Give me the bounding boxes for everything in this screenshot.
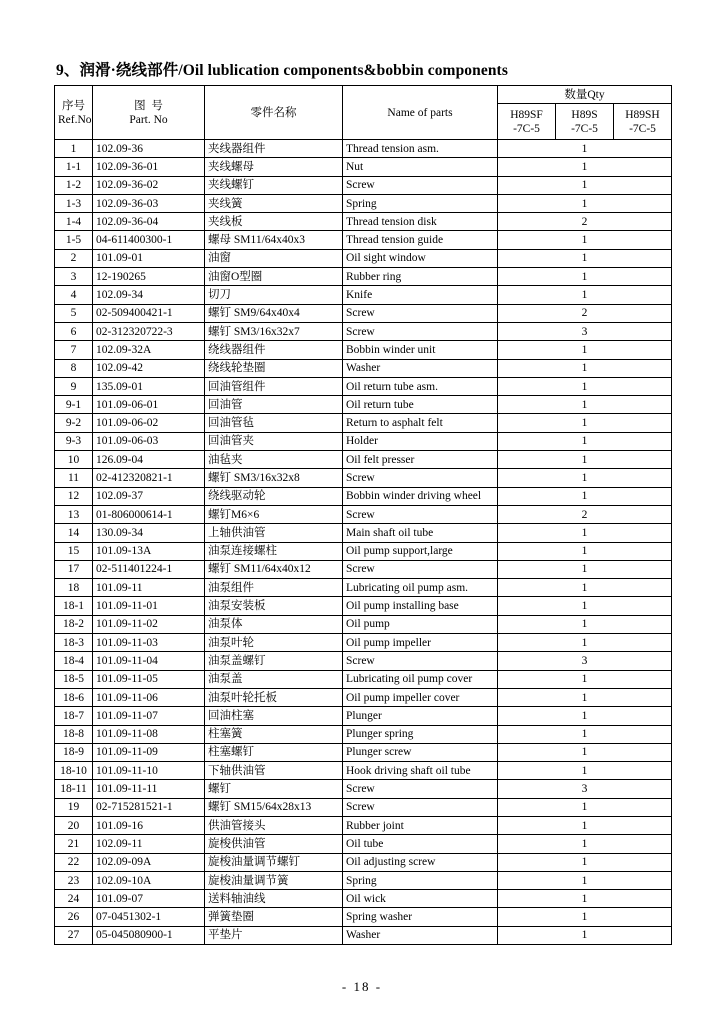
qty-cell: 1 (498, 140, 672, 158)
table-row (55, 652, 672, 670)
qty-cell: 1 (498, 688, 672, 706)
header-model-1 (498, 104, 556, 140)
english-name-cell: Screw (343, 304, 498, 322)
chinese-name-cell: 夹线器组件 (205, 140, 343, 158)
chinese-name-cell: 夹线簧 (205, 194, 343, 212)
part-no-cell: 07-0451302-1 (93, 908, 205, 926)
english-name-cell: Nut (343, 158, 498, 176)
english-name-cell: Thread tension disk (343, 213, 498, 231)
part-no-cell: 101.09-11-03 (93, 634, 205, 652)
model-line2: -7C-5 (629, 122, 656, 135)
english-name-cell: Spring washer (343, 908, 498, 926)
qty-cell: 1 (498, 762, 672, 780)
table-row (55, 231, 672, 249)
english-name-cell: Oil tube (343, 835, 498, 853)
ref-no-cell: 17 (55, 560, 93, 578)
qty-cell: 3 (498, 652, 672, 670)
qty-cell: 1 (498, 670, 672, 688)
chinese-name-cell: 绕线器组件 (205, 341, 343, 359)
table-row (55, 798, 672, 816)
ref-no-cell: 18-6 (55, 688, 93, 706)
qty-cell: 1 (498, 560, 672, 578)
qty-cell: 1 (498, 743, 672, 761)
part-no-cell: 101.09-13A (93, 542, 205, 560)
ref-no-cell: 27 (55, 926, 93, 944)
part-no-cell: 102.09-10A (93, 871, 205, 889)
qty-cell: 1 (498, 816, 672, 834)
english-name-cell: Oil pump (343, 615, 498, 633)
qty-cell: 1 (498, 890, 672, 908)
ref-no-cell: 7 (55, 341, 93, 359)
english-name-cell: Rubber joint (343, 816, 498, 834)
table-row (55, 579, 672, 597)
part-no-cell: 102.09-09A (93, 853, 205, 871)
english-name-cell: Washer (343, 926, 498, 944)
chinese-name-cell: 回油管夹 (205, 432, 343, 450)
table-row (55, 780, 672, 798)
table-row (55, 158, 672, 176)
english-name-cell: Oil pump impeller cover (343, 688, 498, 706)
qty-cell: 1 (498, 615, 672, 633)
header-name-en: Name of parts (343, 86, 498, 140)
part-no-cell: 102.09-36-01 (93, 158, 205, 176)
ref-no-cell: 15 (55, 542, 93, 560)
part-no-cell: 101.09-11-05 (93, 670, 205, 688)
table-body (55, 140, 672, 945)
english-name-cell: Screw (343, 469, 498, 487)
page-title: 9、润滑·绕线部件/Oil lublication components&bobbin components (56, 62, 508, 79)
english-name-cell: Lubricating oil pump cover (343, 670, 498, 688)
table-row (55, 725, 672, 743)
english-name-cell: Spring (343, 871, 498, 889)
table-row (55, 487, 672, 505)
ref-no-cell: 6 (55, 322, 93, 340)
part-no-cell: 102.09-42 (93, 359, 205, 377)
qty-cell: 1 (498, 835, 672, 853)
english-name-cell: Knife (343, 286, 498, 304)
chinese-name-cell: 油泵连接螺柱 (205, 542, 343, 560)
ref-no-cell: 22 (55, 853, 93, 871)
model-line2: -7C-5 (513, 122, 540, 135)
model-line1: H89S (571, 108, 598, 121)
qty-cell: 1 (498, 194, 672, 212)
chinese-name-cell: 螺钉 (205, 780, 343, 798)
english-name-cell: Spring (343, 194, 498, 212)
ref-no-cell: 3 (55, 268, 93, 286)
table-row (55, 414, 672, 432)
model-line1: H89SH (625, 108, 660, 121)
table-row (55, 853, 672, 871)
qty-cell: 1 (498, 634, 672, 652)
ref-no-cell: 11 (55, 469, 93, 487)
english-name-cell: Rubber ring (343, 268, 498, 286)
english-name-cell: Oil return tube asm. (343, 377, 498, 395)
english-name-cell: Washer (343, 359, 498, 377)
header-qty: 数量Qty (498, 86, 672, 104)
ref-no-cell: 18 (55, 579, 93, 597)
qty-cell: 1 (498, 798, 672, 816)
ref-no-cell: 1-3 (55, 194, 93, 212)
chinese-name-cell: 螺钉 SM3/16x32x8 (205, 469, 343, 487)
english-name-cell: Screw (343, 176, 498, 194)
chinese-name-cell: 上轴供油管 (205, 524, 343, 542)
ref-no-cell: 18-4 (55, 652, 93, 670)
english-name-cell: Bobbin winder driving wheel (343, 487, 498, 505)
qty-cell: 1 (498, 926, 672, 944)
part-no-cell: 101.09-06-03 (93, 432, 205, 450)
qty-cell: 1 (498, 396, 672, 414)
header-model-3 (614, 104, 672, 140)
chinese-name-cell: 回油管 (205, 396, 343, 414)
part-no-cell: 02-715281521-1 (93, 798, 205, 816)
chinese-name-cell: 绕线轮垫圈 (205, 359, 343, 377)
chinese-name-cell: 回油管毡 (205, 414, 343, 432)
english-name-cell: Bobbin winder unit (343, 341, 498, 359)
header-part-en: Part. No (129, 113, 168, 126)
english-name-cell: Screw (343, 798, 498, 816)
parts-table (54, 85, 672, 945)
qty-cell: 1 (498, 451, 672, 469)
part-no-cell: 126.09-04 (93, 451, 205, 469)
chinese-name-cell: 供油管接头 (205, 816, 343, 834)
ref-no-cell: 1-2 (55, 176, 93, 194)
chinese-name-cell: 螺钉 SM15/64x28x13 (205, 798, 343, 816)
qty-cell: 1 (498, 286, 672, 304)
part-no-cell: 101.09-11-10 (93, 762, 205, 780)
page-number: - 18 - (341, 979, 383, 994)
english-name-cell: Holder (343, 432, 498, 450)
part-no-cell: 02-312320722-3 (93, 322, 205, 340)
chinese-name-cell: 回油管组件 (205, 377, 343, 395)
table-row (55, 213, 672, 231)
chinese-name-cell: 油毡夹 (205, 451, 343, 469)
table-row (55, 707, 672, 725)
ref-no-cell: 1 (55, 140, 93, 158)
english-name-cell: Oil pump impeller (343, 634, 498, 652)
chinese-name-cell: 旋梭油量调节簧 (205, 871, 343, 889)
table-header (55, 86, 672, 140)
part-no-cell: 101.09-11-04 (93, 652, 205, 670)
ref-no-cell: 18-9 (55, 743, 93, 761)
ref-no-cell: 2 (55, 249, 93, 267)
part-no-cell: 04-611400300-1 (93, 231, 205, 249)
qty-cell: 1 (498, 725, 672, 743)
table-row (55, 816, 672, 834)
chinese-name-cell: 油泵安装板 (205, 597, 343, 615)
chinese-name-cell: 油泵组件 (205, 579, 343, 597)
header-part-cn: 图 号 (134, 99, 163, 112)
ref-no-cell: 18-2 (55, 615, 93, 633)
part-no-cell: 135.09-01 (93, 377, 205, 395)
chinese-name-cell: 回油柱塞 (205, 707, 343, 725)
qty-cell: 1 (498, 158, 672, 176)
chinese-name-cell: 油窗O型圈 (205, 268, 343, 286)
part-no-cell: 101.09-11-09 (93, 743, 205, 761)
model-line1: H89SF (510, 108, 543, 121)
header-ref-en: Ref.No (58, 113, 92, 126)
chinese-name-cell: 送料轴油线 (205, 890, 343, 908)
header-model-2 (556, 104, 614, 140)
ref-no-cell: 18-11 (55, 780, 93, 798)
qty-cell: 1 (498, 908, 672, 926)
ref-no-cell: 4 (55, 286, 93, 304)
table-row (55, 432, 672, 450)
chinese-name-cell: 夹线板 (205, 213, 343, 231)
ref-no-cell: 1-4 (55, 213, 93, 231)
chinese-name-cell: 油泵盖 (205, 670, 343, 688)
english-name-cell: Screw (343, 652, 498, 670)
english-name-cell: Hook driving shaft oil tube (343, 762, 498, 780)
ref-no-cell: 26 (55, 908, 93, 926)
table-row (55, 505, 672, 523)
english-name-cell: Thread tension guide (343, 231, 498, 249)
part-no-cell: 102.09-34 (93, 286, 205, 304)
english-name-cell: Thread tension asm. (343, 140, 498, 158)
qty-cell: 1 (498, 487, 672, 505)
qty-cell: 1 (498, 579, 672, 597)
qty-cell: 1 (498, 524, 672, 542)
table-row (55, 451, 672, 469)
qty-cell: 1 (498, 707, 672, 725)
english-name-cell: Screw (343, 505, 498, 523)
ref-no-cell: 18-1 (55, 597, 93, 615)
chinese-name-cell: 油泵叶轮托板 (205, 688, 343, 706)
header-ref-cn: 序号 (62, 99, 85, 112)
english-name-cell: Oil sight window (343, 249, 498, 267)
english-name-cell: Plunger (343, 707, 498, 725)
chinese-name-cell: 切刀 (205, 286, 343, 304)
chinese-name-cell: 螺母 SM11/64x40x3 (205, 231, 343, 249)
qty-cell: 1 (498, 359, 672, 377)
table-row (55, 688, 672, 706)
chinese-name-cell: 油泵叶轮 (205, 634, 343, 652)
part-no-cell: 02-412320821-1 (93, 469, 205, 487)
chinese-name-cell: 螺钉 SM3/16x32x7 (205, 322, 343, 340)
part-no-cell: 101.09-11-01 (93, 597, 205, 615)
ref-no-cell: 19 (55, 798, 93, 816)
qty-cell: 1 (498, 341, 672, 359)
table-row (55, 634, 672, 652)
table-row (55, 835, 672, 853)
part-no-cell: 130.09-34 (93, 524, 205, 542)
chinese-name-cell: 旋梭供油管 (205, 835, 343, 853)
qty-cell: 1 (498, 231, 672, 249)
table-row (55, 359, 672, 377)
ref-no-cell: 1-5 (55, 231, 93, 249)
chinese-name-cell: 油窗 (205, 249, 343, 267)
english-name-cell: Main shaft oil tube (343, 524, 498, 542)
table-row (55, 304, 672, 322)
qty-cell: 1 (498, 469, 672, 487)
table-row (55, 743, 672, 761)
table-row (55, 469, 672, 487)
ref-no-cell: 18-7 (55, 707, 93, 725)
table-row (55, 597, 672, 615)
english-name-cell: Plunger spring (343, 725, 498, 743)
qty-cell: 1 (498, 176, 672, 194)
ref-no-cell: 23 (55, 871, 93, 889)
chinese-name-cell: 螺钉 SM9/64x40x4 (205, 304, 343, 322)
chinese-name-cell: 旋梭油量调节螺钉 (205, 853, 343, 871)
ref-no-cell: 9-1 (55, 396, 93, 414)
ref-no-cell: 24 (55, 890, 93, 908)
chinese-name-cell: 柱塞簧 (205, 725, 343, 743)
qty-cell: 1 (498, 871, 672, 889)
table-row (55, 560, 672, 578)
english-name-cell: Plunger screw (343, 743, 498, 761)
english-name-cell: Lubricating oil pump asm. (343, 579, 498, 597)
qty-cell: 2 (498, 213, 672, 231)
english-name-cell: Screw (343, 560, 498, 578)
part-no-cell: 101.09-01 (93, 249, 205, 267)
qty-cell: 1 (498, 249, 672, 267)
table-row (55, 542, 672, 560)
qty-cell: 1 (498, 377, 672, 395)
part-no-cell: 101.09-11-11 (93, 780, 205, 798)
english-name-cell: Screw (343, 322, 498, 340)
table-row (55, 176, 672, 194)
part-no-cell: 12-190265 (93, 268, 205, 286)
part-no-cell: 101.09-07 (93, 890, 205, 908)
qty-cell: 1 (498, 432, 672, 450)
qty-cell: 3 (498, 780, 672, 798)
table-row (55, 268, 672, 286)
chinese-name-cell: 弹簧垫圈 (205, 908, 343, 926)
chinese-name-cell: 绕线驱动轮 (205, 487, 343, 505)
table-row (55, 908, 672, 926)
part-no-cell: 102.09-36 (93, 140, 205, 158)
ref-no-cell: 5 (55, 304, 93, 322)
english-name-cell: Oil felt presser (343, 451, 498, 469)
part-no-cell: 02-511401224-1 (93, 560, 205, 578)
english-name-cell: Return to asphalt felt (343, 414, 498, 432)
ref-no-cell: 21 (55, 835, 93, 853)
ref-no-cell: 18-8 (55, 725, 93, 743)
part-no-cell: 101.09-11-06 (93, 688, 205, 706)
ref-no-cell: 9 (55, 377, 93, 395)
english-name-cell: Screw (343, 780, 498, 798)
ref-no-cell: 14 (55, 524, 93, 542)
ref-no-cell: 1-1 (55, 158, 93, 176)
chinese-name-cell: 柱塞螺钉 (205, 743, 343, 761)
part-no-cell: 101.09-06-01 (93, 396, 205, 414)
ref-no-cell: 8 (55, 359, 93, 377)
ref-no-cell: 9-3 (55, 432, 93, 450)
part-no-cell: 101.09-11-07 (93, 707, 205, 725)
ref-no-cell: 20 (55, 816, 93, 834)
chinese-name-cell: 下轴供油管 (205, 762, 343, 780)
qty-cell: 1 (498, 542, 672, 560)
table-row (55, 140, 672, 158)
chinese-name-cell: 夹线螺母 (205, 158, 343, 176)
part-no-cell: 102.09-37 (93, 487, 205, 505)
qty-cell: 1 (498, 597, 672, 615)
chinese-name-cell: 油泵盖螺钉 (205, 652, 343, 670)
model-line2: -7C-5 (571, 122, 598, 135)
ref-no-cell: 9-2 (55, 414, 93, 432)
table-row (55, 524, 672, 542)
part-no-cell: 101.09-11-08 (93, 725, 205, 743)
table-row (55, 249, 672, 267)
chinese-name-cell: 平垫片 (205, 926, 343, 944)
part-no-cell: 02-509400421-1 (93, 304, 205, 322)
part-no-cell: 101.09-16 (93, 816, 205, 834)
part-no-cell: 102.09-36-04 (93, 213, 205, 231)
ref-no-cell: 18-5 (55, 670, 93, 688)
table-row (55, 615, 672, 633)
table-row (55, 286, 672, 304)
table-row (55, 890, 672, 908)
chinese-name-cell: 夹线螺钉 (205, 176, 343, 194)
part-no-cell: 101.09-06-02 (93, 414, 205, 432)
ref-no-cell: 13 (55, 505, 93, 523)
qty-cell: 1 (498, 853, 672, 871)
english-name-cell: Oil wick (343, 890, 498, 908)
english-name-cell: Oil pump support,large (343, 542, 498, 560)
ref-no-cell: 10 (55, 451, 93, 469)
qty-cell: 2 (498, 304, 672, 322)
table-row (55, 194, 672, 212)
part-no-cell: 102.09-36-03 (93, 194, 205, 212)
ref-no-cell: 18-3 (55, 634, 93, 652)
chinese-name-cell: 螺钉M6×6 (205, 505, 343, 523)
chinese-name-cell: 油泵体 (205, 615, 343, 633)
qty-cell: 2 (498, 505, 672, 523)
table-row (55, 341, 672, 359)
header-part-no (93, 86, 205, 140)
ref-no-cell: 12 (55, 487, 93, 505)
qty-cell: 3 (498, 322, 672, 340)
qty-cell: 1 (498, 414, 672, 432)
english-name-cell: Oil pump installing base (343, 597, 498, 615)
chinese-name-cell: 螺钉 SM11/64x40x12 (205, 560, 343, 578)
header-name-cn: 零件名称 (205, 86, 343, 140)
qty-cell: 1 (498, 268, 672, 286)
table-row (55, 396, 672, 414)
part-no-cell: 101.09-11-02 (93, 615, 205, 633)
table-row (55, 670, 672, 688)
table-row (55, 871, 672, 889)
english-name-cell: Oil return tube (343, 396, 498, 414)
header-ref-no (55, 86, 93, 140)
table-row (55, 322, 672, 340)
part-no-cell: 05-045080900-1 (93, 926, 205, 944)
part-no-cell: 01-806000614-1 (93, 505, 205, 523)
table-row (55, 377, 672, 395)
table-row (55, 926, 672, 944)
part-no-cell: 101.09-11 (93, 579, 205, 597)
ref-no-cell: 18-10 (55, 762, 93, 780)
part-no-cell: 102.09-32A (93, 341, 205, 359)
part-no-cell: 102.09-11 (93, 835, 205, 853)
part-no-cell: 102.09-36-02 (93, 176, 205, 194)
english-name-cell: Oil adjusting screw (343, 853, 498, 871)
table-row (55, 762, 672, 780)
